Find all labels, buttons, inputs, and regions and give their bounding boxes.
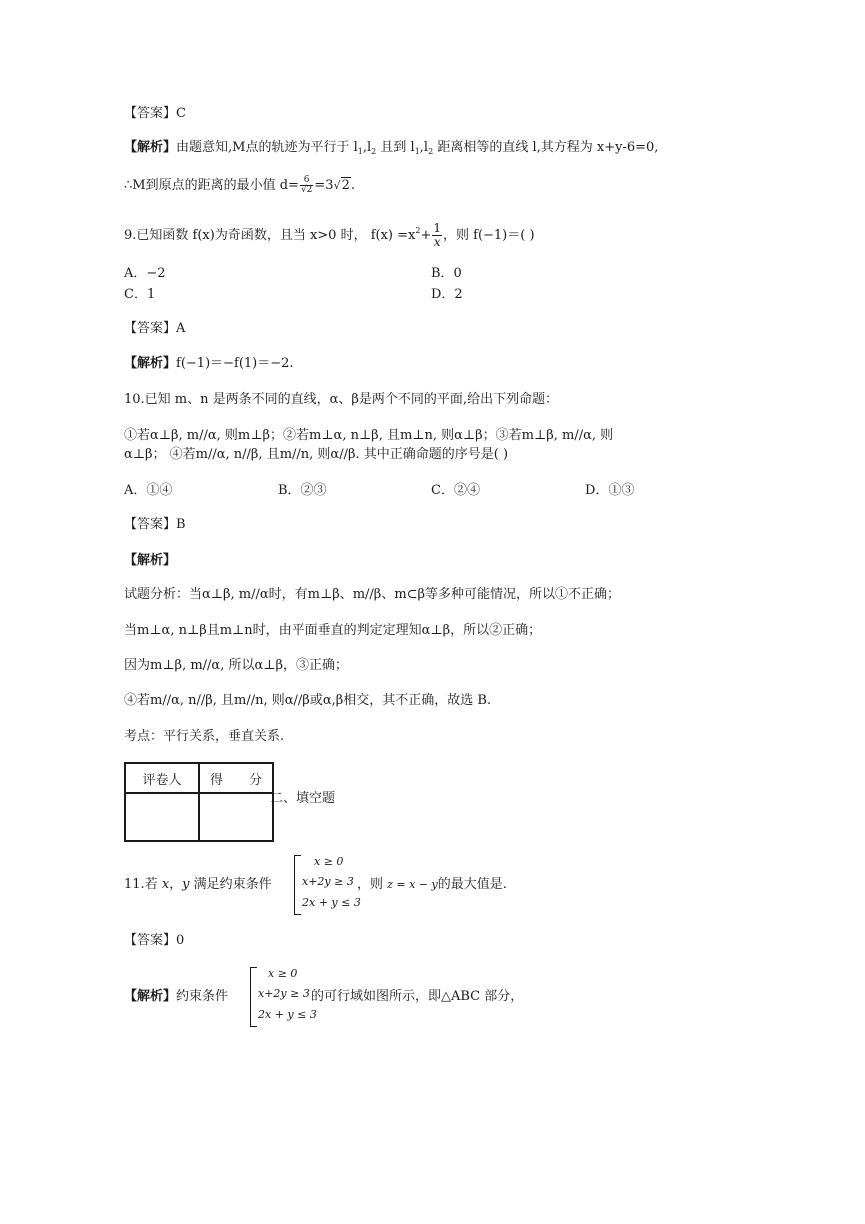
q11-stem-a xyxy=(124,876,272,894)
left-brace xyxy=(294,855,301,915)
q8-answer: 【答案】C xyxy=(124,106,186,121)
objective-function: z = x − y xyxy=(387,878,438,891)
constraint-3: 2x + y ≤ 3 xyxy=(302,896,361,909)
analysis-text: 约束条件 xyxy=(176,989,229,1004)
fraction xyxy=(432,222,442,249)
analysis-label: 【解析】 xyxy=(124,140,177,155)
comma: , xyxy=(419,140,424,155)
question-text: ，则 xyxy=(357,877,388,892)
score-table xyxy=(124,762,274,842)
q9-answer: 【答案】A xyxy=(124,321,186,336)
fraction-denominator: x xyxy=(433,235,441,249)
q9-option-c: C．1 xyxy=(124,287,156,302)
q10-propositions-line2: α⊥β； ④若m//α, n//β, 且m//n, 则α//β. 其中正确命题的序号是( ) xyxy=(124,447,509,462)
q10-analysis-p4: ④若m//α, n//β, 且m//n, 则α//β或α,β相交，其不正确，故选 B. xyxy=(124,693,492,708)
q10-analysis-p1: 试题分析：当α⊥β, m//α时，有m⊥β、m//β、m⊂β等多种可能情况，所以①不正确； xyxy=(124,587,621,602)
superscript: 2 xyxy=(415,226,421,235)
analysis-text: ∴M到原点的距离的最小值 d= xyxy=(124,178,299,193)
q8-analysis xyxy=(124,139,658,161)
fraction xyxy=(300,176,313,195)
section-title: 二、填空题 xyxy=(270,791,336,806)
analysis-text: 距离相等的直线 l,其方程为 x+y-6=0, xyxy=(437,140,659,155)
q10-option-c: C．②④ xyxy=(431,483,480,498)
q10-analysis-p2: 当m⊥α, n⊥β且m⊥n时，由平面垂直的判定定理知α⊥β，所以②正确； xyxy=(124,623,542,638)
subscript: 2 xyxy=(428,147,434,156)
analysis-label: 【解析】 xyxy=(124,356,177,371)
question-text: 的最大值是. xyxy=(437,877,507,892)
grader-header: 评卷人 xyxy=(125,763,199,793)
analysis-text: 由题意知,M点的轨迹为平行于 l xyxy=(176,140,358,155)
analysis-text: f(−1)＝−f(1)＝−2. xyxy=(176,356,294,371)
q11-answer: 【答案】0 xyxy=(124,933,185,948)
separator: ， xyxy=(169,877,183,892)
plus: + xyxy=(420,228,432,243)
q10-analysis-label: 【解析】 xyxy=(124,553,177,568)
q10-option-a: A．①④ xyxy=(124,483,173,498)
score-header: 得 分 xyxy=(199,763,273,793)
question-text: 11.若 xyxy=(124,877,162,892)
line-l: l xyxy=(423,140,429,155)
analysis-text: 且到 l xyxy=(380,140,415,155)
left-brace xyxy=(250,967,257,1027)
constraint-3: 2x + y ≤ 3 xyxy=(258,1008,317,1021)
period: . xyxy=(350,178,356,193)
q10-option-d: D．①③ xyxy=(585,483,635,498)
grader-cell xyxy=(125,793,199,841)
score-cell xyxy=(199,793,273,841)
constraint-1: x ≥ 0 xyxy=(268,967,298,980)
question-text: 满足约束条件 xyxy=(189,877,272,892)
q10-stem: 10.已知 m、n 是两条不同的直线，α、β是两个不同的平面,给出下列命题： xyxy=(124,392,559,407)
constraint-2: x+2y ≥ 3 xyxy=(258,987,310,1000)
q11-stem-b xyxy=(357,876,507,894)
comma: , xyxy=(362,140,367,155)
q10-kaodian: 考点：平行关系，垂直关系. xyxy=(124,729,285,744)
constraint-1: x ≥ 0 xyxy=(314,855,344,868)
sqrt-symbol: √ xyxy=(333,179,341,192)
analysis-label: 【解析】 xyxy=(124,989,177,1004)
line-l: l xyxy=(366,140,372,155)
q9-option-d: D．2 xyxy=(431,287,463,302)
constraint-2: x+2y ≥ 3 xyxy=(302,875,354,888)
q10-option-b: B．②③ xyxy=(278,483,327,498)
fraction-denominator: √2 xyxy=(300,185,313,195)
q9-option-b: B．0 xyxy=(431,266,462,281)
q9-analysis xyxy=(124,355,294,373)
q10-propositions-line1: ①若α⊥β, m//α, 则m⊥β；②若m⊥α, n⊥β, 且m⊥n, 则α⊥β；③若m⊥β, m//α, 则 xyxy=(124,428,614,443)
q8-analysis-line2 xyxy=(124,176,355,195)
q10-analysis-p3: 因为m⊥β, m//α, 所以α⊥β，③正确； xyxy=(124,658,348,673)
fraction-numerator: 6 xyxy=(300,176,313,186)
question-text: ，则 f(−1)＝( ) xyxy=(443,228,535,243)
q11-analysis-b: 的可行域如图所示，即△ABC 部分， xyxy=(311,989,524,1004)
fraction-numerator: 1 xyxy=(433,221,441,235)
subscript: 2 xyxy=(371,147,377,156)
question-text: 9.已知函数 f(x)为奇函数，且当 x>0 时， f(x) =x xyxy=(124,228,416,243)
subscript: 1 xyxy=(357,147,363,156)
analysis-text: =3 xyxy=(314,178,334,193)
variable-x: x xyxy=(161,877,170,892)
q9-stem xyxy=(124,220,535,249)
q10-answer: 【答案】B xyxy=(124,517,186,532)
q9-option-a: A．−2 xyxy=(124,266,166,281)
q11-analysis-a xyxy=(124,988,228,1006)
subscript: 1 xyxy=(414,147,420,156)
variable-y: y xyxy=(182,877,190,892)
radicand: 2 xyxy=(341,178,350,193)
